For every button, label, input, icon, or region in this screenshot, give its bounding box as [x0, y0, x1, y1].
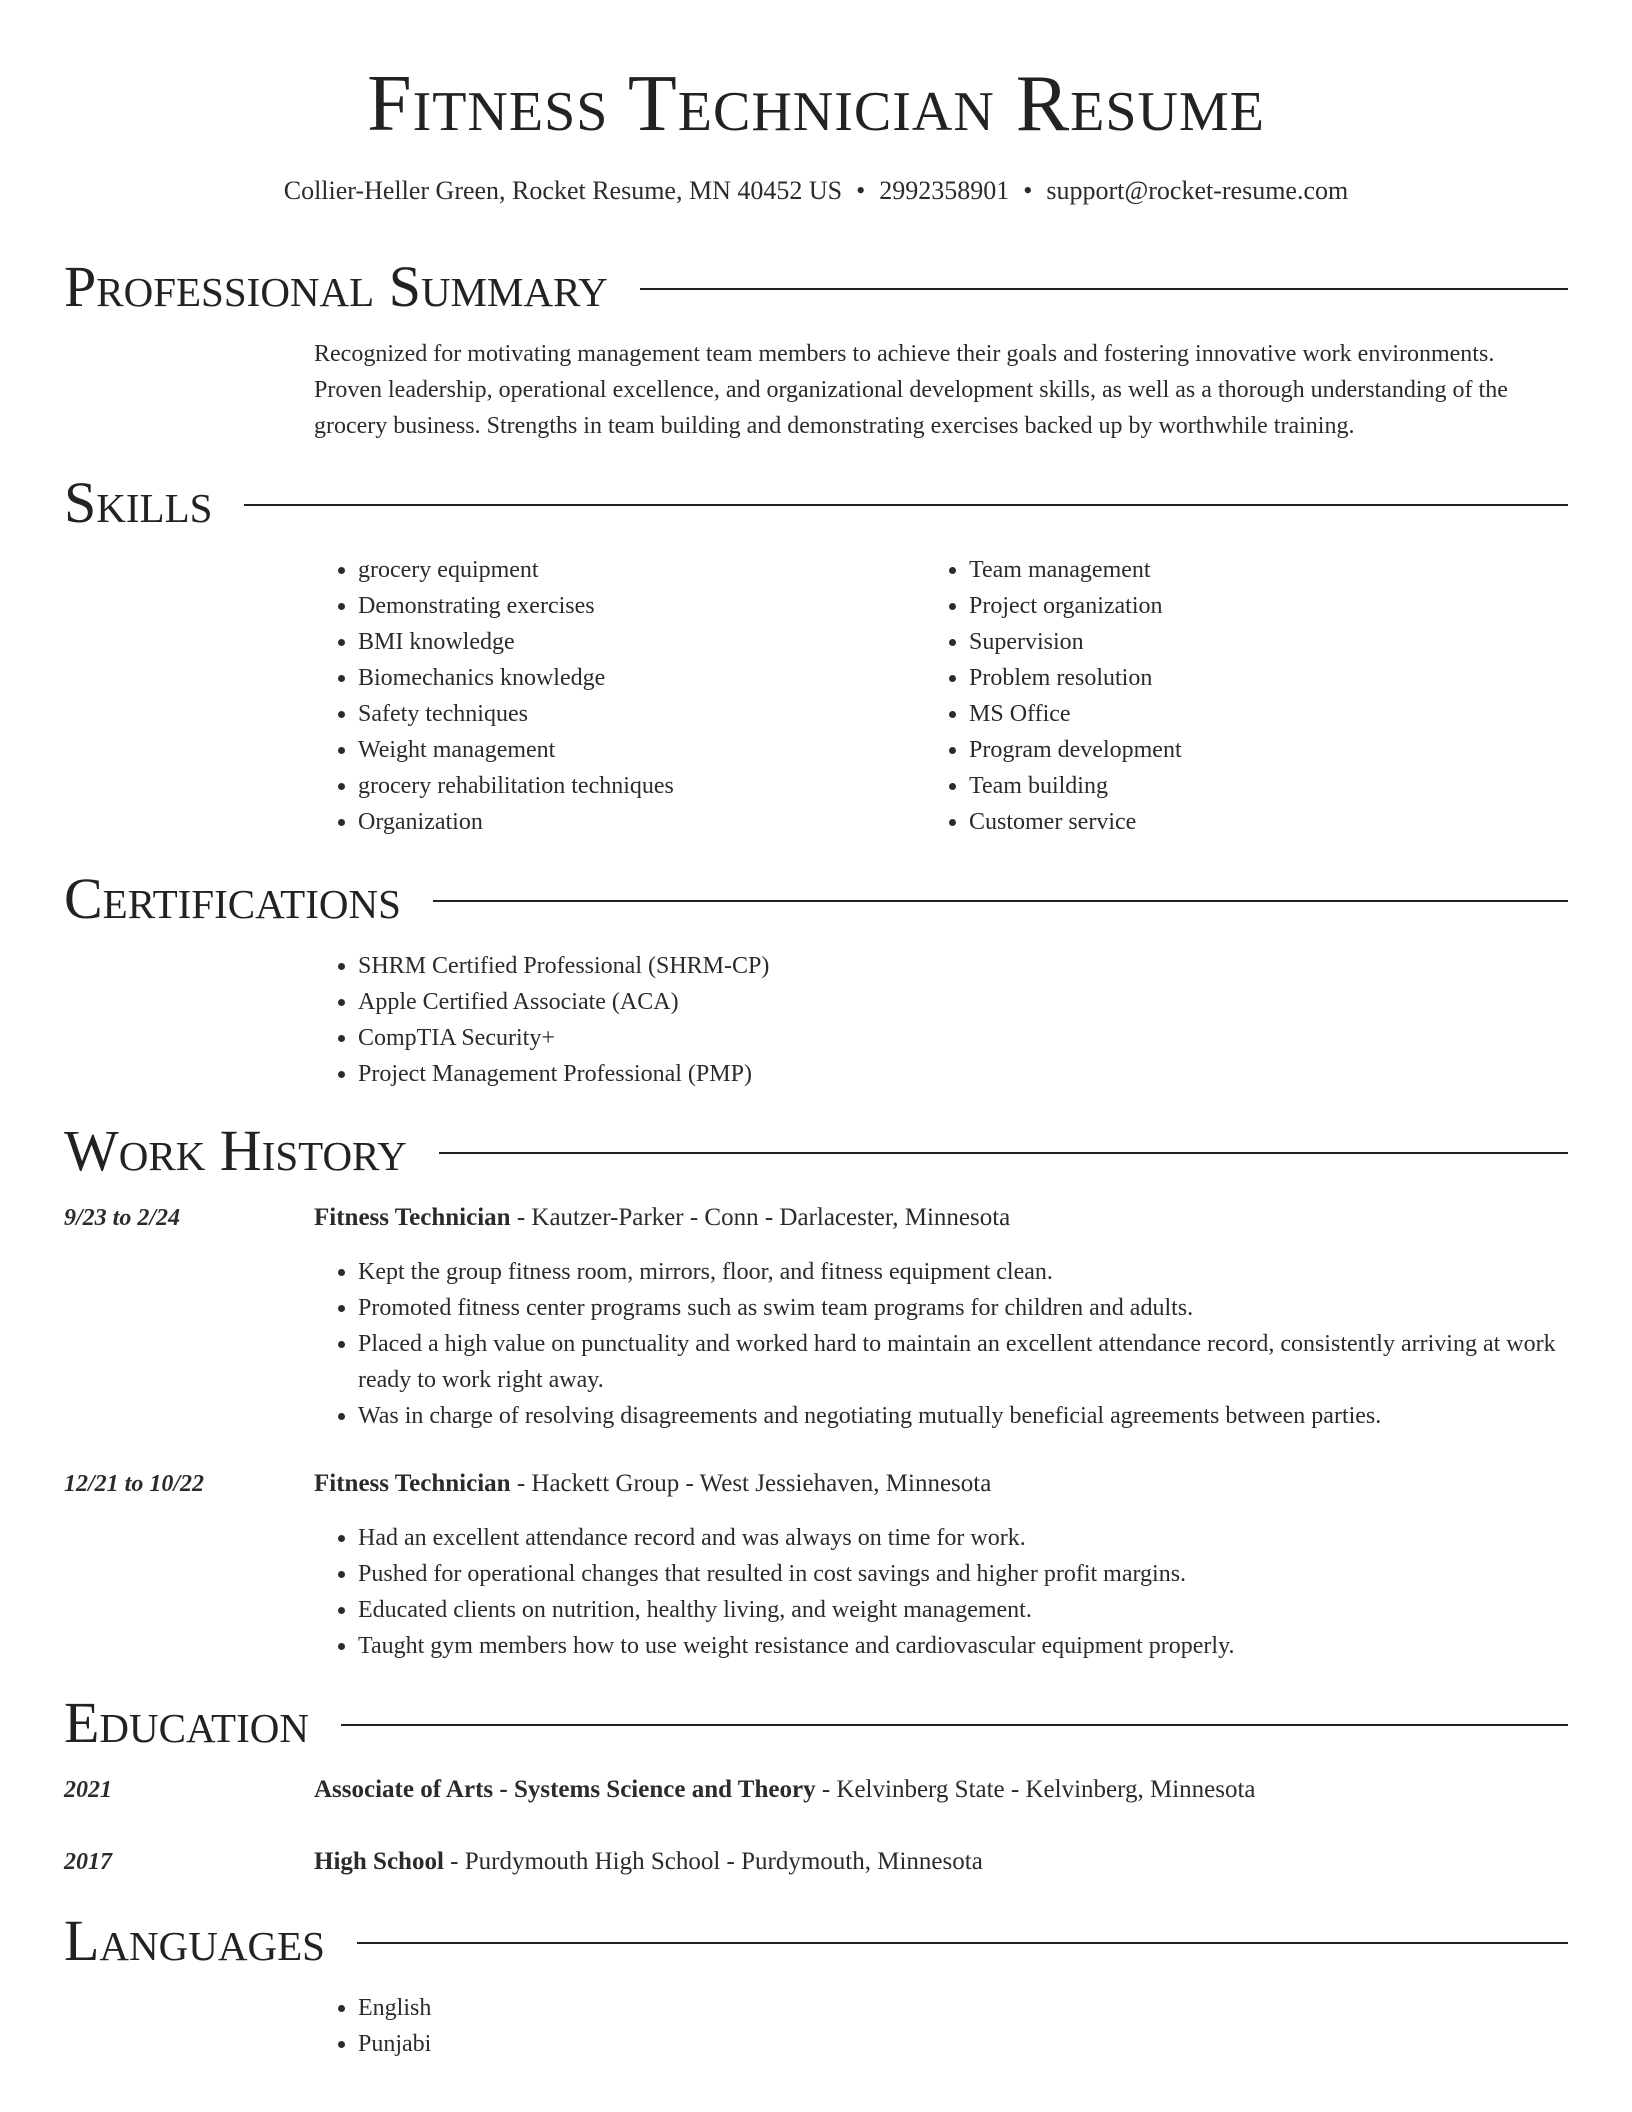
section-divider	[640, 288, 1568, 290]
education-degree: High School	[314, 1848, 444, 1875]
skill-item: • Demonstrating exercises	[358, 588, 674, 624]
contact-phone: 2992358901	[879, 176, 1010, 205]
job-bullet: • Kept the group fitness room, mirrors, floor, and fitness equipment clean.	[358, 1254, 1568, 1290]
skill-item: • Team management	[969, 552, 1182, 588]
section-title: Skills	[64, 470, 213, 535]
certification-item: • SHRM Certified Professional (SHRM-CP)	[358, 948, 769, 984]
language-item: • English	[358, 1990, 431, 2026]
job-title: Fitness Technician	[314, 1204, 511, 1231]
job-title: Fitness Technician	[314, 1470, 511, 1497]
education-degree: Associate of Arts - Systems Science and Theory	[314, 1776, 816, 1803]
section-title: Work History	[64, 1118, 407, 1183]
section-divider	[244, 504, 1568, 506]
education-details: - Purdymouth High School - Purdymouth, Minnesota	[443, 1848, 983, 1875]
contact-separator: •	[856, 176, 866, 205]
section-title: Certifications	[64, 866, 401, 931]
skill-item: • Safety techniques	[358, 696, 674, 732]
job-bullets	[314, 1520, 1568, 1664]
education-heading	[314, 1772, 1568, 1808]
contact-separator: •	[1023, 176, 1033, 205]
contact-email: support@rocket-resume.com	[1046, 176, 1349, 205]
skill-item: • grocery rehabilitation techniques	[358, 768, 674, 804]
education-year: 2021	[64, 1777, 112, 1803]
job-bullet: • Placed a high value on punctuality and worked hard to maintain an excellent attendance record, consistently arriving at work ready to work right away.	[358, 1326, 1568, 1398]
section-divider	[433, 900, 1568, 902]
languages-list	[314, 1990, 431, 2062]
section-divider	[357, 1942, 1568, 1944]
education-year: 2017	[64, 1849, 112, 1875]
job-bullet: • Was in charge of resolving disagreements and negotiating mutually beneficial agreements between parties.	[358, 1398, 1568, 1434]
job-details: - Hackett Group - West Jessiehaven, Minnesota	[510, 1470, 992, 1497]
section-heading-work-history	[64, 1118, 1568, 1184]
section-heading-certifications	[64, 866, 1568, 932]
contact-line	[0, 174, 1632, 208]
skills-list-right	[925, 552, 1182, 840]
section-heading-languages	[64, 1908, 1568, 1974]
section-heading-education	[64, 1690, 1568, 1756]
job-dates: 12/21 to 10/22	[64, 1471, 205, 1497]
job-bullet: • Educated clients on nutrition, healthy living, and weight management.	[358, 1592, 1568, 1628]
section-heading-skills	[64, 470, 1568, 536]
section-title: Languages	[64, 1908, 325, 1973]
job-bullet: • Promoted fitness center programs such as swim team programs for children and adults.	[358, 1290, 1568, 1326]
language-item: • Punjabi	[358, 2026, 431, 2062]
job-bullet: • Had an excellent attendance record and was always on time for work.	[358, 1520, 1568, 1556]
education-heading	[314, 1844, 1568, 1880]
skill-item: • Supervision	[969, 624, 1182, 660]
skill-item: • Problem resolution	[969, 660, 1182, 696]
section-title: Education	[64, 1690, 309, 1755]
skill-item: • Customer service	[969, 804, 1182, 840]
contact-address: Collier-Heller Green, Rocket Resume, MN 40452 US	[283, 176, 843, 205]
skill-item: • BMI knowledge	[358, 624, 674, 660]
skill-item: • grocery equipment	[358, 552, 674, 588]
skill-item: • Team building	[969, 768, 1182, 804]
job-details: - Kautzer-Parker - Conn - Darlacester, Minnesota	[510, 1204, 1011, 1231]
summary-text: Recognized for motivating management team members to achieve their goals and fostering innovative work environments. Proven leadership, operational excellence, and organizational development skills, as well as a thorough understanding of the grocery business. Strengths in team building and demonstrating exercises backed up by worthwhile training.	[314, 341, 1508, 439]
section-title: Professional Summary	[64, 254, 608, 319]
skill-item: • Biomechanics knowledge	[358, 660, 674, 696]
section-divider	[341, 1724, 1568, 1726]
section-divider	[439, 1152, 1568, 1154]
job-bullet: • Pushed for operational changes that resulted in cost savings and higher profit margins.	[358, 1556, 1568, 1592]
skills-list-left	[314, 552, 674, 840]
job-dates: 9/23 to 2/24	[64, 1205, 181, 1231]
education-details: - Kelvinberg State - Kelvinberg, Minnesota	[815, 1776, 1256, 1803]
skill-item: • Weight management	[358, 732, 674, 768]
skill-item: • Organization	[358, 804, 674, 840]
certification-item: • Project Management Professional (PMP)	[358, 1056, 769, 1092]
job-heading	[314, 1200, 1568, 1236]
skill-item: • Program development	[969, 732, 1182, 768]
job-bullet: • Taught gym members how to use weight resistance and cardiovascular equipment properly.	[358, 1628, 1568, 1664]
skill-item: • Project organization	[969, 588, 1182, 624]
job-bullets	[314, 1254, 1568, 1434]
job-heading	[314, 1466, 1568, 1502]
certification-item: • CompTIA Security+	[358, 1020, 769, 1056]
skill-item: • MS Office	[969, 696, 1182, 732]
certifications-list	[314, 948, 769, 1092]
certification-item: • Apple Certified Associate (ACA)	[358, 984, 769, 1020]
resume-title: Fitness Technician Resume	[367, 60, 1265, 148]
section-heading-summary	[64, 254, 1568, 320]
